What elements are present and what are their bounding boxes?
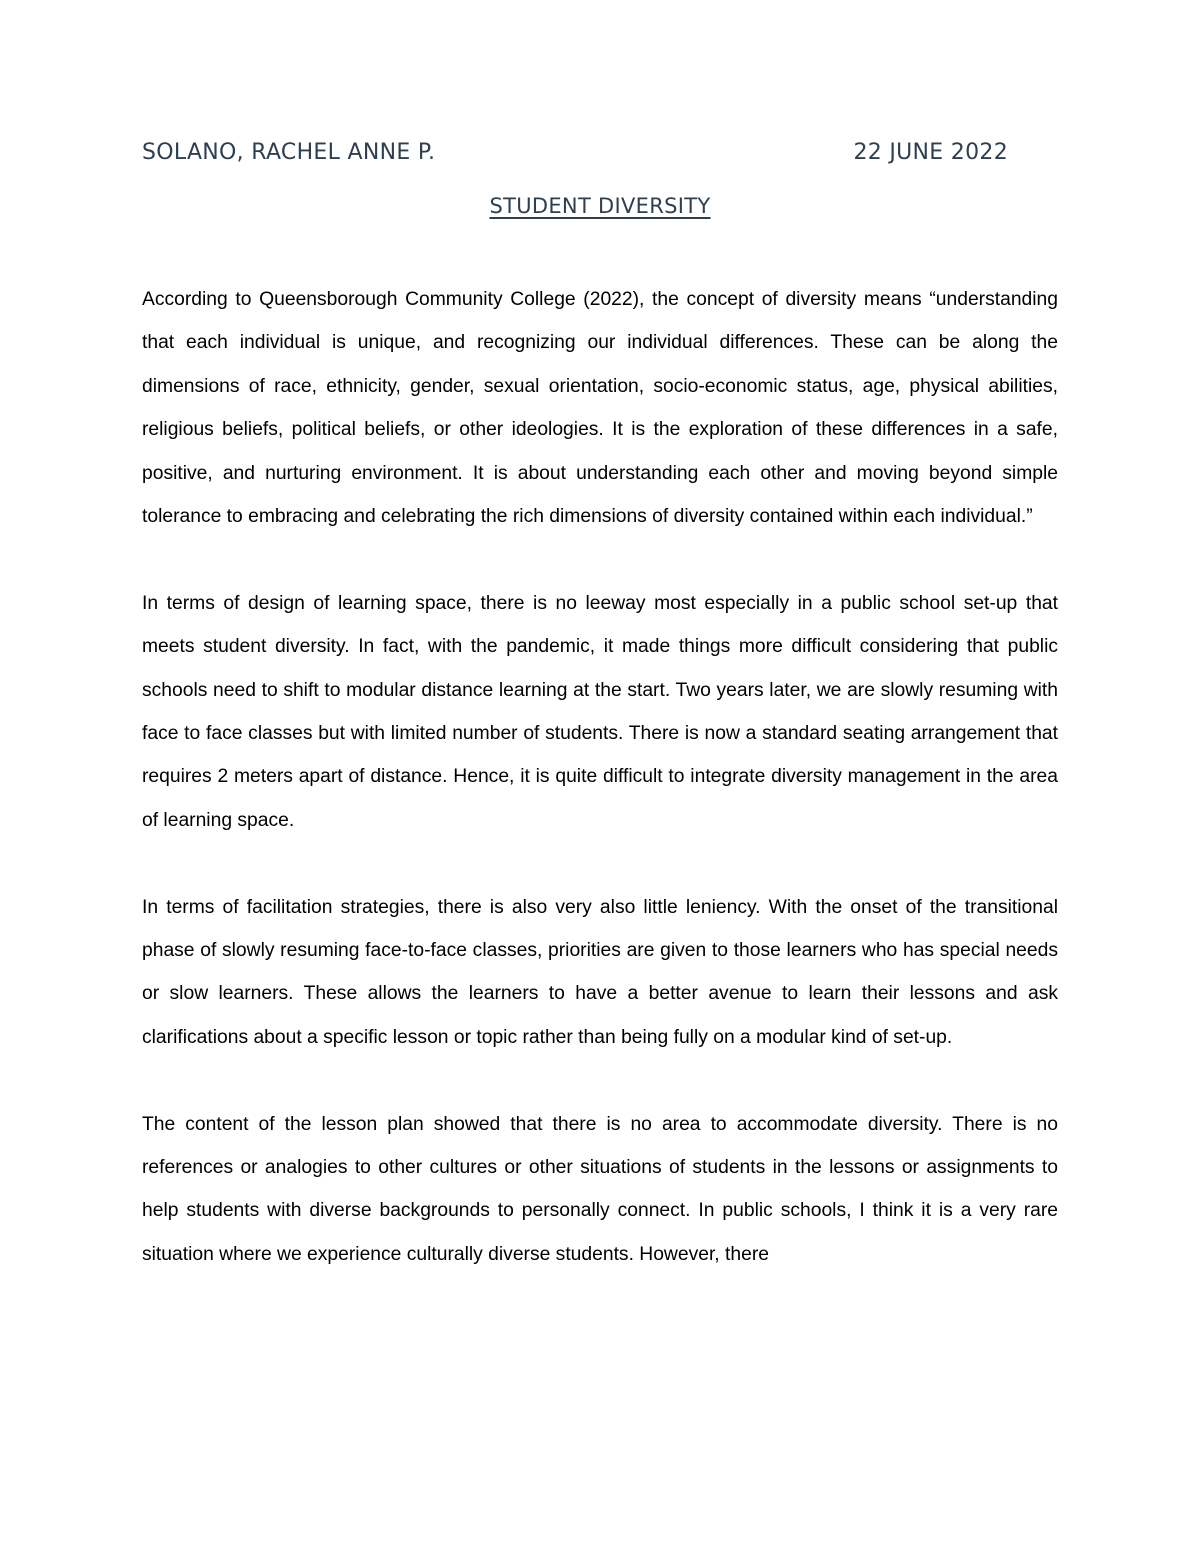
paragraph-lesson-content: The content of the lesson plan showed that there is no area to accommodate diversity. There is no references or analogies to other cultures or other situations of students in the lessons or assignments to help students with diverse backgrounds to personally connect. In public schools, I think it is a very rare situation where we experience culturally diverse students. However, there [142,1113,1058,1265]
paragraph-definition: According to Queensborough Community College (2022), the concept of diversity means “understanding that each individual is unique, and recognizing our individual differences. These can be along the dimensions of race, ethnicity, gender, sexual orientation, socio-economic status, age, physical abilities, religious beliefs, political beliefs, or other ideologies. It is the exploration of these differences in a safe, positive, and nurturing environment. It is about understanding each other and moving beyond simple tolerance to embracing and celebrating the rich dimensions of diversity contained within each individual.” [142,289,1058,528]
paragraph-learning-space: In terms of design of learning space, there is no leeway most especially in a public school set-up that meets student diversity. In fact, with the pandemic, it made things more difficult considering that public schools need to shift to modular distance learning at the start. Two years later, we are slowly resuming with face to face classes but with limited number of students. There is now a standard seating arrangement that requires 2 meters apart of distance. Hence, it is quite difficult to integrate diversity management in the area of learning space. [142,592,1058,831]
document-body [142,278,1058,1276]
document-title: STUDENT DIVERSITY [489,194,711,218]
author-name: SOLANO, RACHEL ANNE P. [142,140,436,165]
document-date: 22 JUNE 2022 [853,140,1008,165]
paragraph-facilitation-strategies: In terms of facilitation strategies, there is also very also little leniency. With the onset of the transitional phase of slowly resuming face-to-face classes, priorities are given to those learners who has special needs or slow learners. These allows the learners to have a better avenue to learn their lessons and ask clarifications about a specific lesson or topic rather than being fully on a modular kind of set-up. [142,896,1058,1048]
document-header [142,140,1008,174]
